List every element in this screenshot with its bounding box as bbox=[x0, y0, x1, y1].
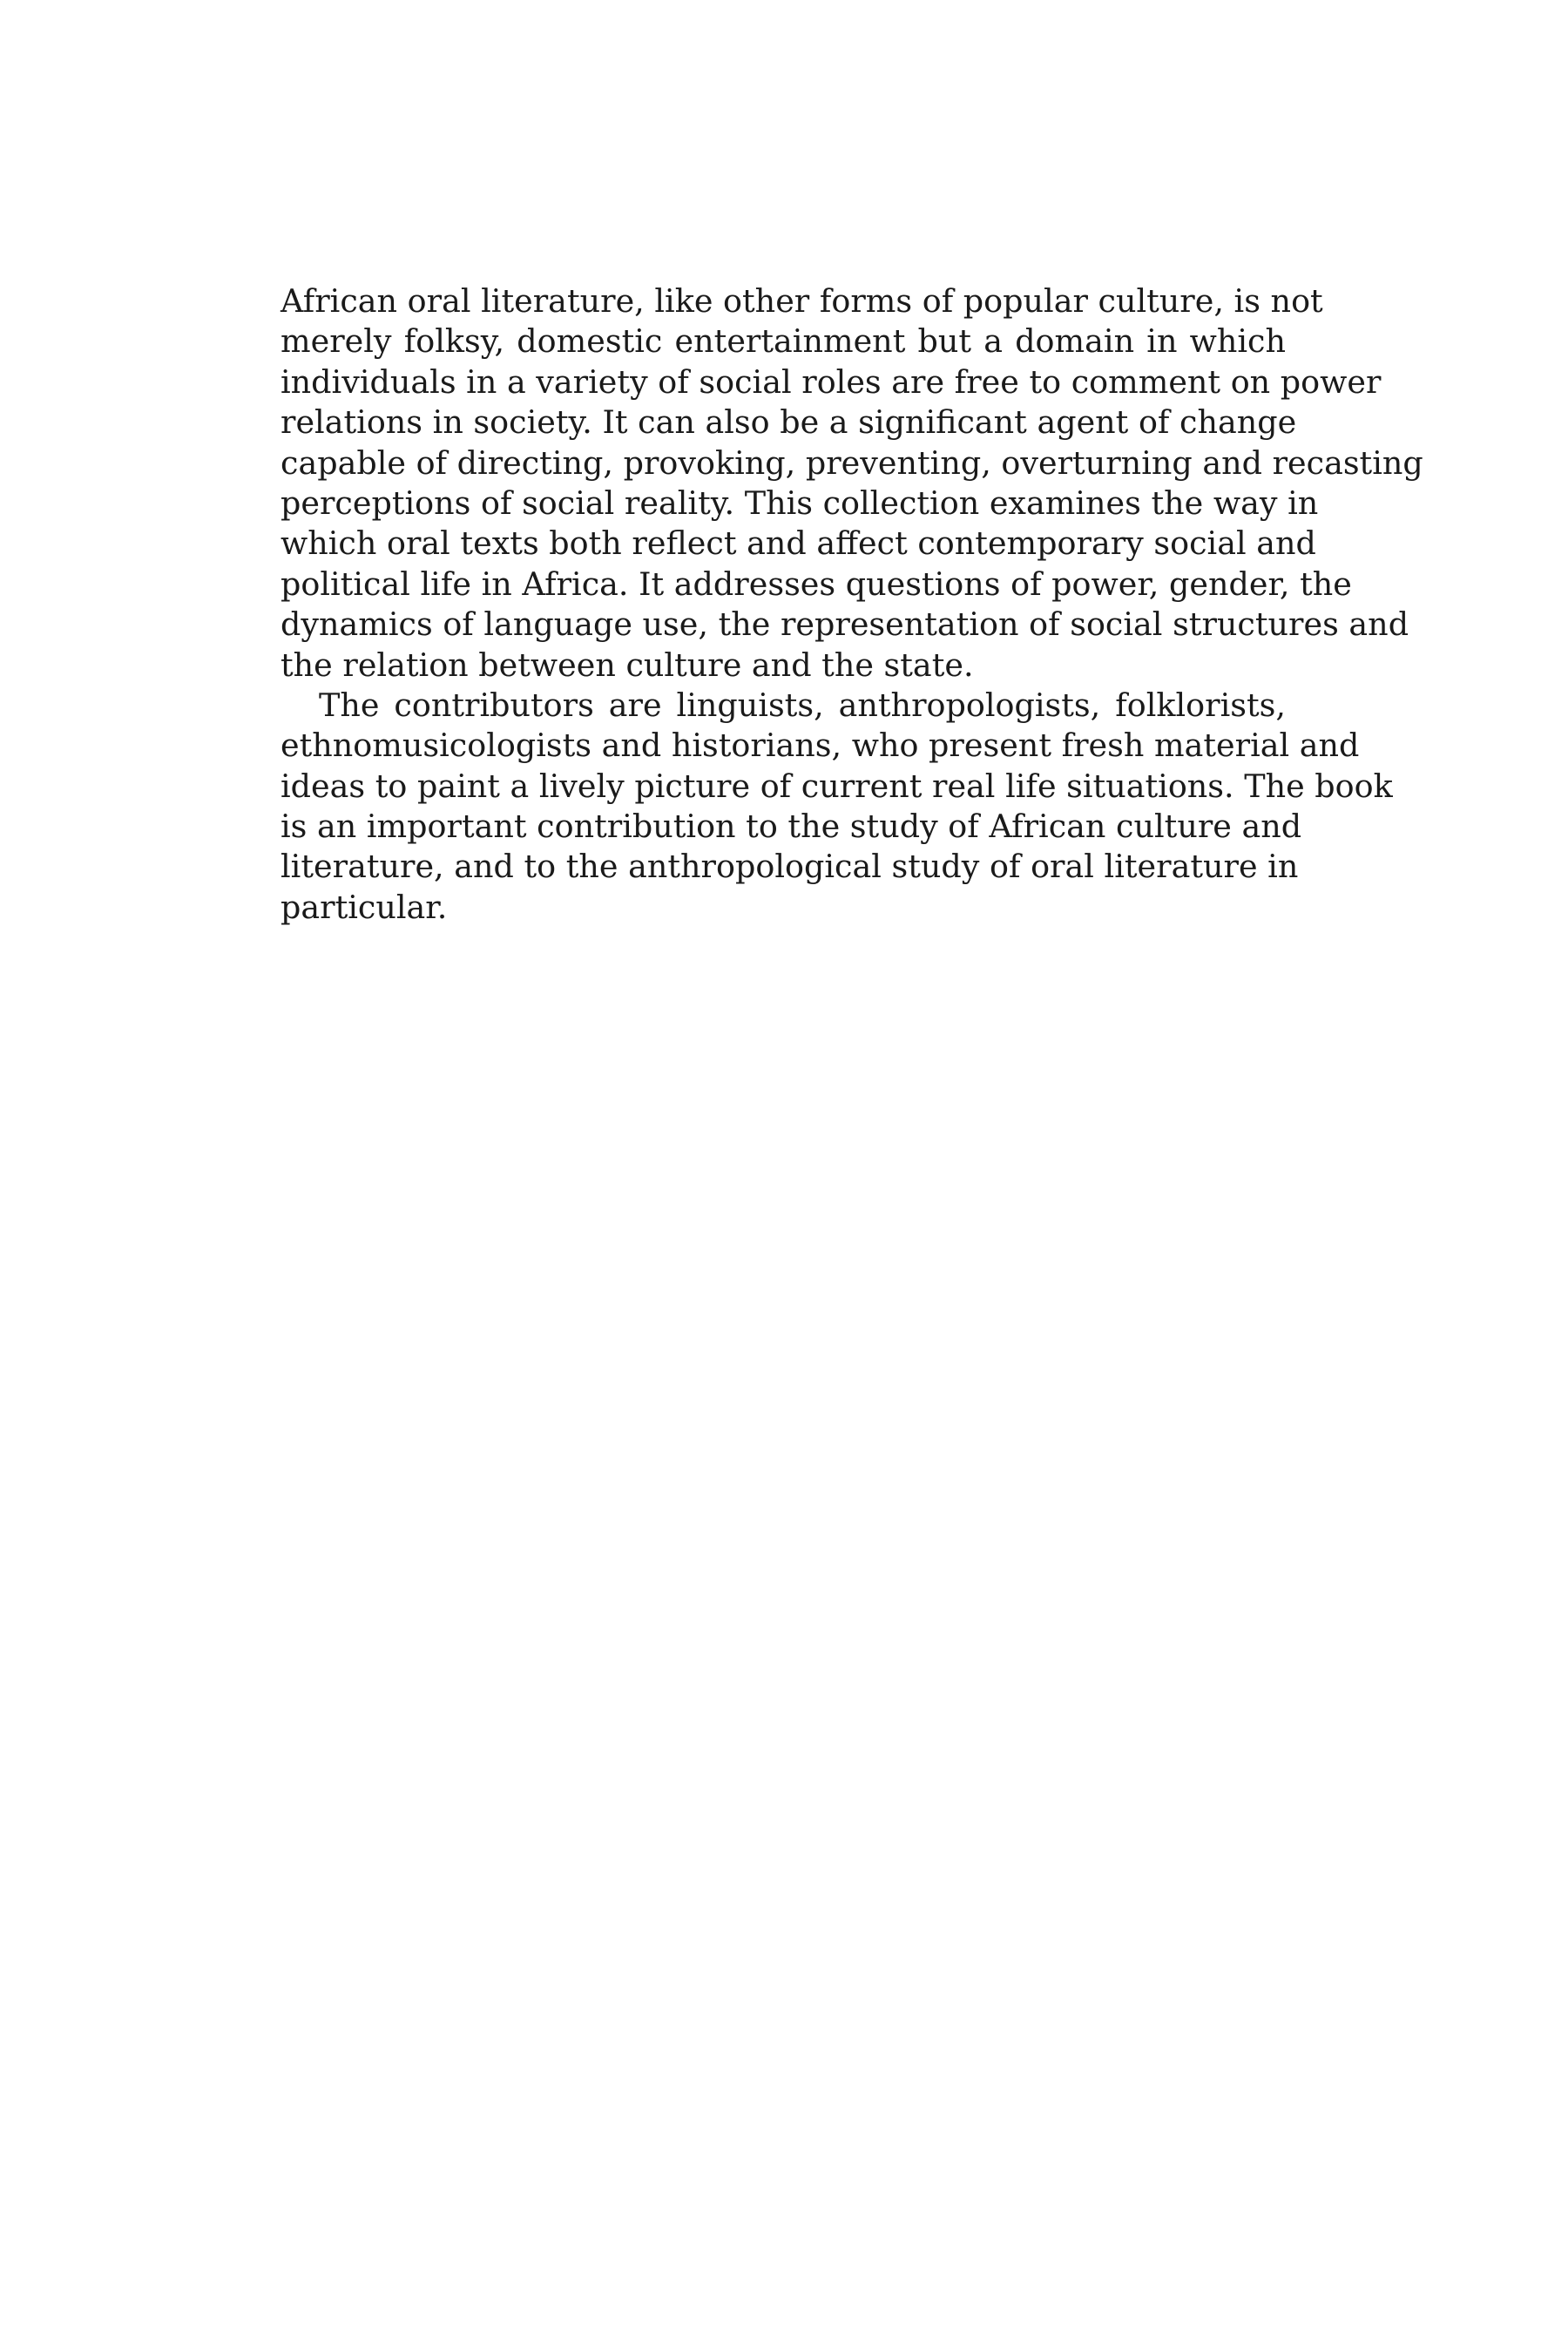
text-line: political life in Africa. It addresses questions of power, gender, the bbox=[280, 564, 1352, 603]
text-line: merely folksy, domestic entertainment but a domain in which bbox=[280, 322, 1286, 361]
text-line: which oral texts both reflect and affect contemporary social and bbox=[280, 524, 1316, 563]
text-line: the relation between culture and the state. bbox=[280, 645, 974, 684]
paragraph-2 bbox=[280, 686, 1393, 928]
blurb-text bbox=[280, 281, 1423, 928]
text-line: dynamics of language use, the representation of social structures and bbox=[280, 605, 1409, 644]
text-line: ethnomusicologists and historians, who present fresh material and bbox=[280, 727, 1360, 765]
text-line: capable of directing, provoking, preventing, overturning and recasting bbox=[280, 443, 1423, 482]
paragraph-1 bbox=[280, 281, 1423, 686]
text-line: literature, and to the anthropological study of oral literature in bbox=[280, 848, 1299, 886]
text-line: individuals in a variety of social roles are free to comment on power bbox=[280, 362, 1382, 401]
text-line: African oral literature, like other forms of popular culture, is not bbox=[280, 282, 1323, 320]
text-line: ideas to paint a lively picture of current real life situations. The book bbox=[280, 767, 1393, 805]
text-line: perceptions of social reality. This collection examines the way in bbox=[280, 483, 1319, 522]
text-line: particular. bbox=[280, 888, 448, 926]
text-line: relations in society. It can also be a significant agent of change bbox=[280, 403, 1297, 442]
text-line: is an important contribution to the study of African culture and bbox=[280, 808, 1302, 846]
text-line: The contributors are linguists, anthropologists, folklorists, bbox=[319, 686, 1286, 724]
